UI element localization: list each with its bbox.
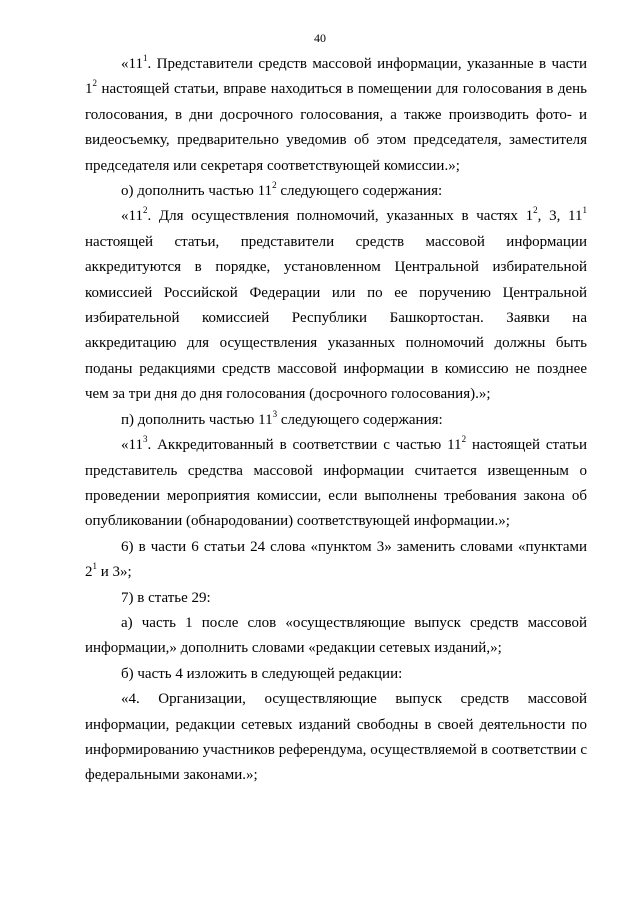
text-segment: 7) в статье 29: (121, 589, 211, 606)
superscript: 1 (582, 205, 587, 216)
paragraph-p1 (85, 52, 587, 179)
paragraph-p3 (85, 204, 587, 407)
superscript: 1 (142, 53, 148, 63)
text-segment: . Аккредитованный в соответствии с частью 11 (147, 437, 462, 454)
text-segment: о) дополнить частью 11 (121, 183, 273, 200)
superscript: 2 (461, 434, 467, 445)
text-segment: и 3»; (97, 564, 132, 581)
text-segment: . Представители средств массовой информации, указанные в части 1 (85, 56, 587, 98)
text-segment: «11 (121, 208, 143, 225)
text-segment: б) часть 4 изложить в следующей редакции: (121, 665, 403, 682)
text-segment: . Для осуществления полномочий, указанных в частях 1 (147, 208, 534, 225)
paragraph-p9 (85, 662, 587, 687)
text-segment: настоящей статьи представитель средства массовой информации считается извещенным о проведении мероприятия комиссии, если выполнены требования закона об опубликовании (обнародовании) соответствующей информации.»; (85, 437, 587, 530)
page-number: 40 (314, 31, 326, 45)
paragraph-p2 (85, 179, 587, 204)
paragraph-p6 (85, 535, 587, 586)
superscript: 2 (533, 205, 538, 216)
paragraph-p8 (85, 611, 587, 662)
superscript: 1 (92, 561, 97, 572)
text-segment: «11 (121, 437, 143, 454)
superscript: 2 (92, 78, 97, 89)
text-segment: п) дополнить частью 11 (121, 411, 273, 428)
paragraph-p7 (85, 586, 587, 611)
paragraph-p5 (85, 433, 587, 535)
text-segment: «11 (121, 56, 143, 72)
text-segment: настоящей статьи, вправе находиться в помещении для голосования в день голосования, в дни досрочного голосования, а также производить фото- и видеосъемку, предварительно уведомив об этом председателя, заместителя председателя или секретаря соответствующей комиссии.»; (85, 81, 587, 174)
paragraph-p10 (85, 687, 587, 789)
text-segment: настоящей статьи, представители средств массовой информации аккредитуются в порядке, установленном Центральной избирательной комиссией Российской Федерации или по ее поручению Центральной избирательной комиссией Республики Башкортостан. Заявки на аккредитацию для осуществления указанных полномочий должны быть поданы редакциями средств массовой информации в комиссию не позднее чем за три дня до дня голосования (досрочного голосования).»; (85, 233, 587, 403)
superscript: 3 (272, 408, 278, 419)
text-segment: 6) в части 6 статьи 24 слова «пунктом 3» заменить словами «пунктами 2 (85, 538, 587, 581)
paragraph-p4 (85, 408, 587, 433)
text-segment: следующего содержания: (276, 183, 443, 200)
superscript: 3 (142, 434, 148, 445)
text-segment: а) часть 1 после слов «осуществляющие выпуск средств массовой информации,» дополнить словами «редакции сетевых изданий,»; (85, 614, 587, 657)
text-segment: следующего содержания: (277, 411, 443, 428)
superscript: 2 (142, 205, 148, 216)
text-segment: «4. Организации, осуществляющие выпуск средств массовой информации, редакции сетевых изданий свободны в своей деятельности по информированию участников референдума, осуществляемой в соответствии с федеральными законами.»; (85, 691, 587, 784)
document-body (85, 52, 587, 789)
superscript: 2 (272, 180, 277, 191)
text-segment: , 3, 11 (537, 208, 583, 225)
